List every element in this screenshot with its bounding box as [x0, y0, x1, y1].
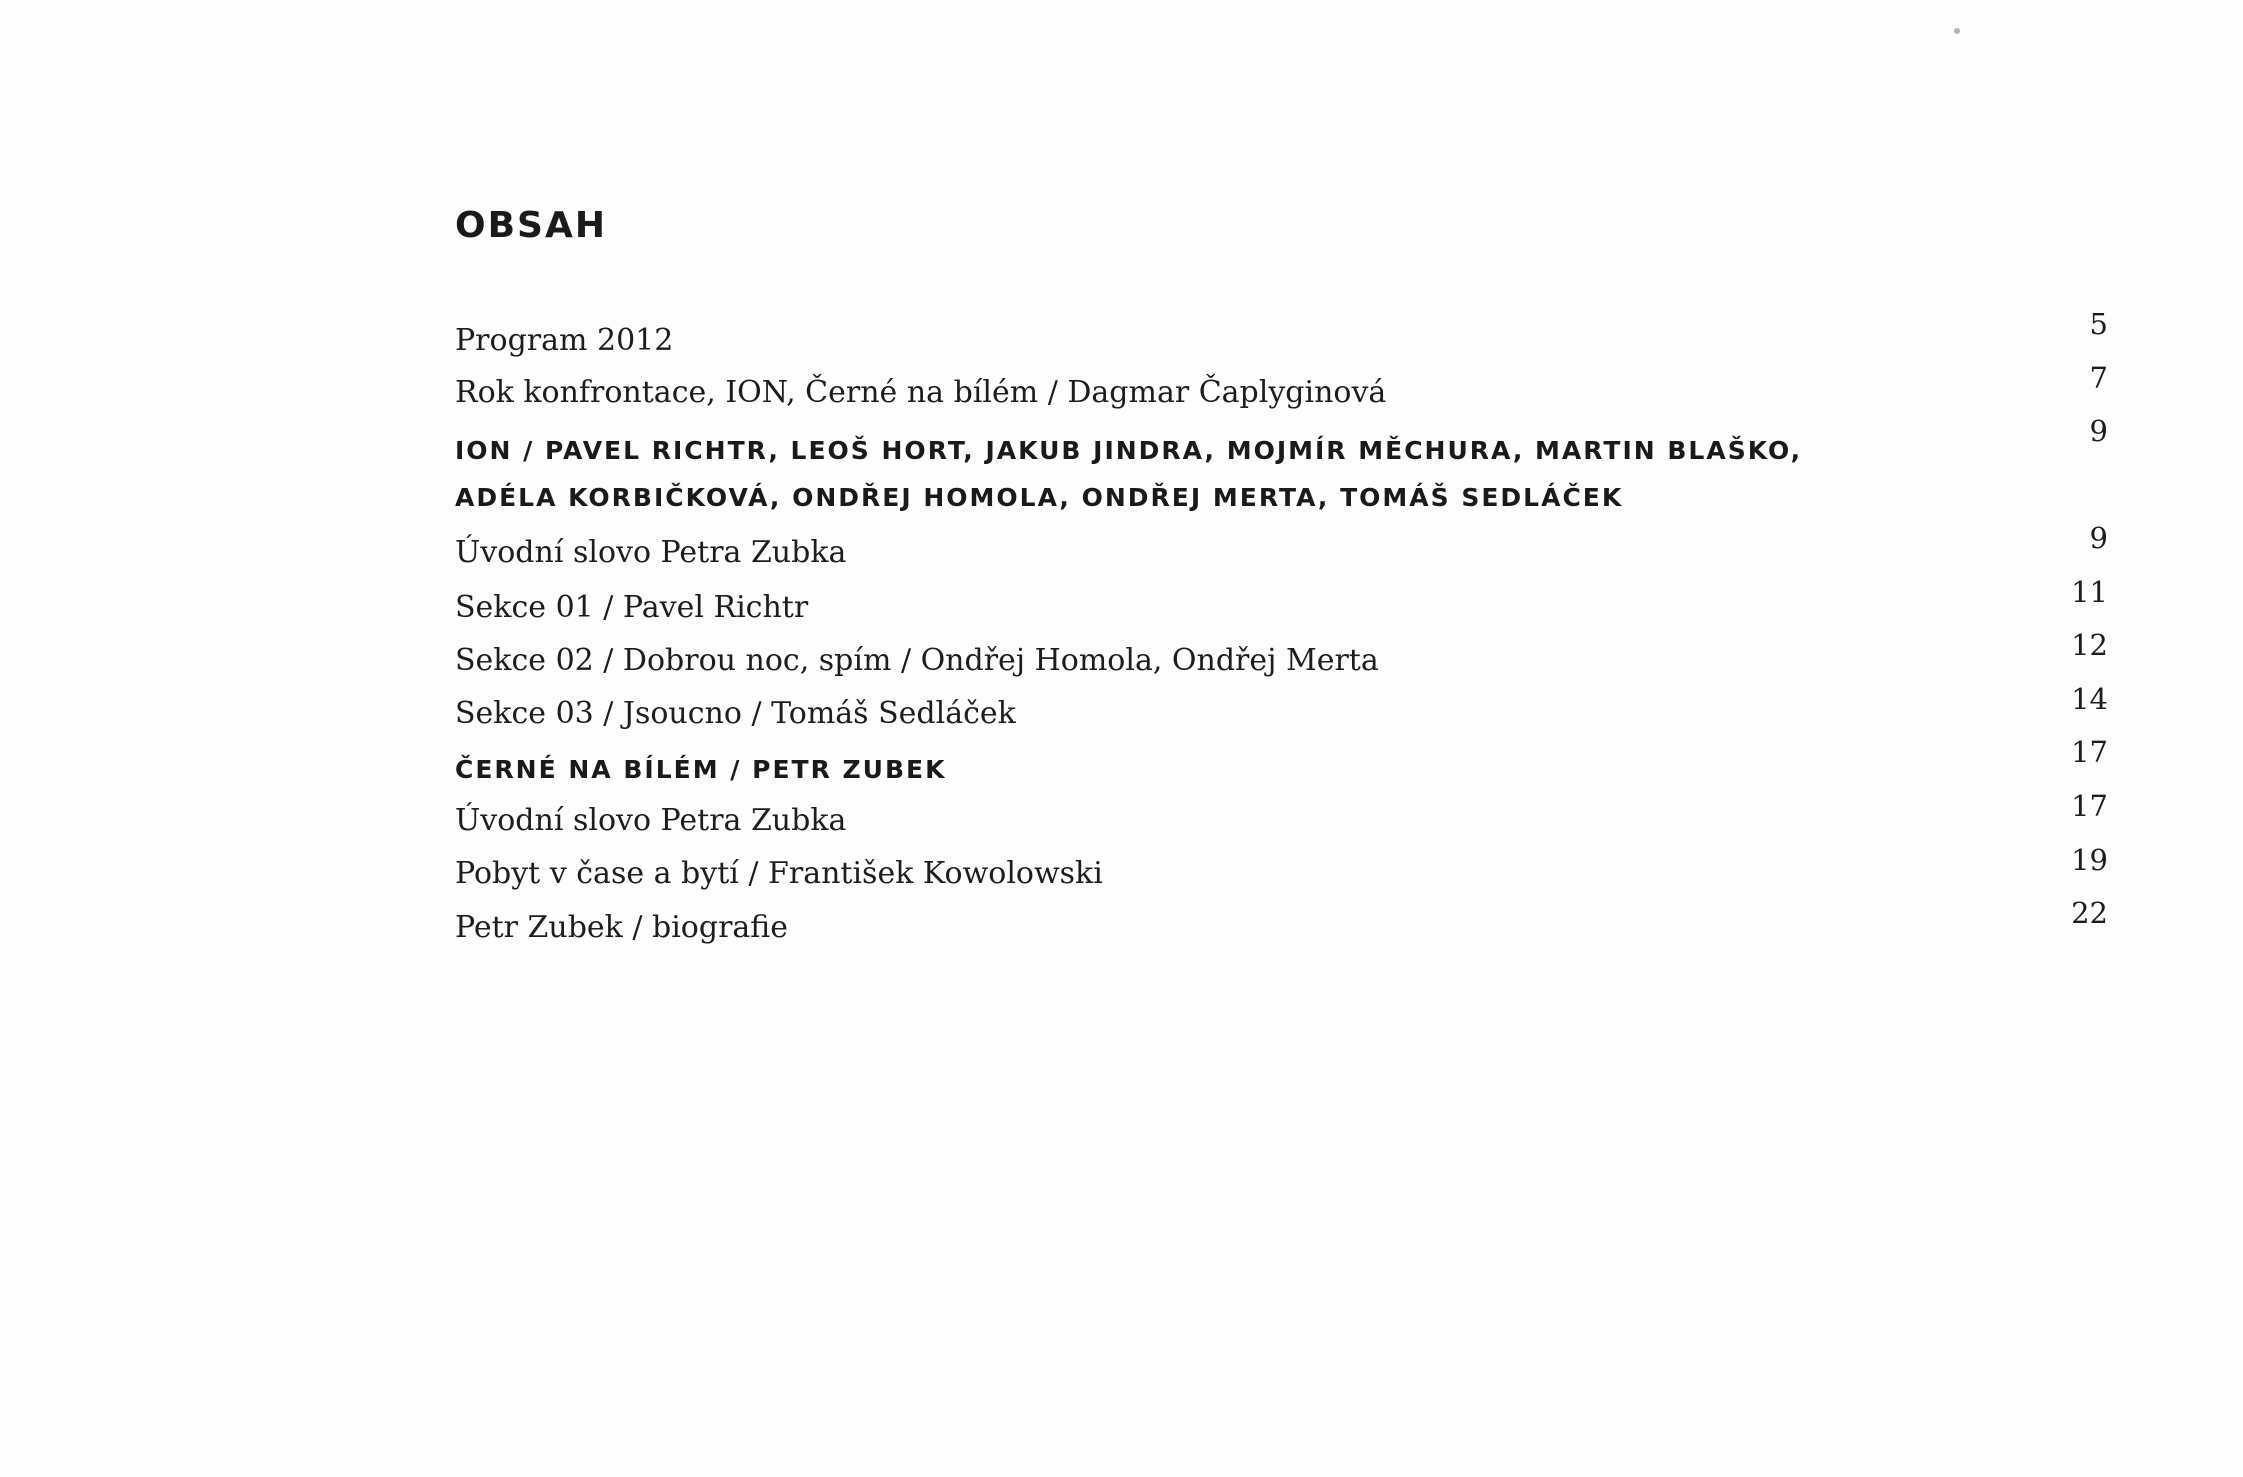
toc-entry-title: Program 2012 — [455, 323, 674, 358]
toc-heading: OBSAH — [455, 205, 607, 246]
toc-page-number: 17 — [2071, 735, 2108, 769]
toc-section-title: ION / PAVEL RICHTR, LEOŠ HORT, JAKUB JINDRA, MOJMÍR MĚCHURA, MARTIN BLAŠKO, — [455, 436, 1803, 465]
toc-section-title: ČERNÉ NA BÍLÉM / PETR ZUBEK — [455, 755, 947, 784]
toc-page-number: 12 — [2071, 628, 2108, 662]
paper-speck — [1954, 28, 1960, 34]
toc-page-number: 11 — [2071, 575, 2108, 609]
toc-entry-title: Úvodní slovo Petra Zubka — [455, 803, 847, 838]
toc-entry-title: Pobyt v čase a bytí / František Kowolowski — [455, 856, 1103, 891]
toc-entry-title: Úvodní slovo Petra Zubka — [455, 535, 847, 570]
toc-page-number: 14 — [2071, 682, 2108, 716]
toc-page-number: 19 — [2071, 843, 2108, 877]
toc-page-number: 9 — [2089, 414, 2108, 448]
toc-page-number: 22 — [2071, 896, 2108, 930]
toc-entry-title: Sekce 01 / Pavel Richtr — [455, 590, 809, 625]
toc-page-number: 17 — [2071, 789, 2108, 823]
toc-section-title: ADÉLA KORBIČKOVÁ, ONDŘEJ HOMOLA, ONDŘEJ MERTA, TOMÁŠ SEDLÁČEK — [455, 483, 1624, 512]
toc-entry-title: Rok konfrontace, ION, Černé na bílém / Dagmar Čaplyginová — [455, 375, 1387, 410]
toc-entry-title: Petr Zubek / biografie — [455, 910, 789, 945]
toc-entry-title: Sekce 02 / Dobrou noc, spím / Ondřej Homola, Ondřej Merta — [455, 643, 1379, 678]
toc-page-number: 7 — [2089, 361, 2108, 395]
toc-entry-title: Sekce 03 / Jsoucno / Tomáš Sedláček — [455, 696, 1016, 731]
toc-page-number: 5 — [2089, 307, 2108, 341]
toc-page-number: 9 — [2089, 521, 2108, 555]
